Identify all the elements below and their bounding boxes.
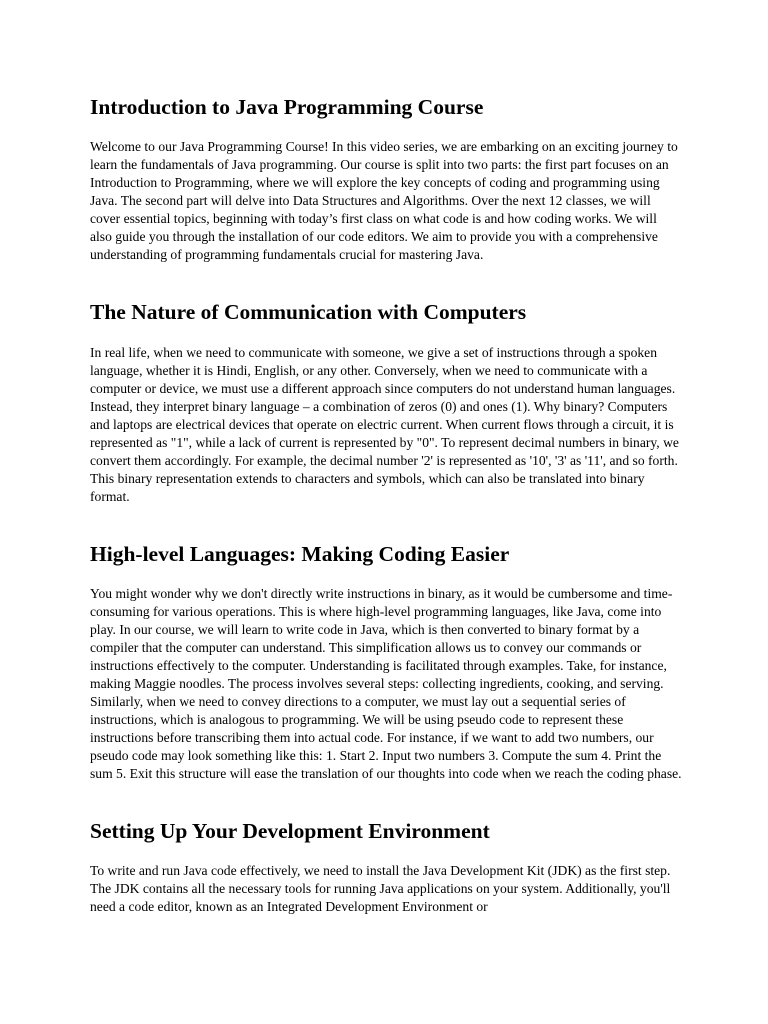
section-body-intro: Welcome to our Java Programming Course! In this video series, we are embarking on an exciting journey to learn the fundamentals of Java programming. Our course is split into two parts: the first part focuses on an Introduction to Programming, where we will explore the key concepts of coding and programming using Java. The second part will delve into Data Structures and Algorithms. Over the next 12 classes, we will cover essential topics, beginning with today’s first class on what code is and how coding works. We will also guide you through the installation of our code editors. We aim to provide you with a comprehensive understanding of programming fundamentals crucial for mastering Java. [90, 139, 678, 262]
section-body-communication: In real life, when we need to communicate with someone, we give a set of instructions through a spoken language, whether it is Hindi, English, or any other. Conversely, when we need to communicate with a computer or device, we must use a different approach since computers do not understand human languages. Instead, they interpret binary language – a combination of zeros (0) and ones (1). Why binary? Computers and laptops are electrical devices that operate on electric current. When current flows through a circuit, it is represented as "1", while a lack of current is represented by "0". To represent decimal numbers in binary, we convert them accordingly. For example, the decimal number '2' is represented as '10', '3' as '11', and so forth. This binary representation extends to characters and symbols, which can also be translated into binary format. [90, 345, 679, 504]
section-body-high-level-languages: You might wonder why we don't directly write instructions in binary, as it would be cumbersome and time-consuming for various operations. This is where high-level programming languages, like Java, come into play. In our course, we will learn to write code in Java, which is then converted to binary format by a compiler that the computer can understand. This simplification allows us to convey our commands or instructions effectively to the computer. Understanding is facilitated through examples. Take, for instance, making Maggie noodles. The process involves several steps: collecting ingredients, cooking, and serving. Similarly, when we need to convey directions to a computer, we must lay out a sequential series of instructions, which is analogous to programming. We will be using pseudo code to represent these instructions before transcribing them into actual code. For instance, if we want to add two numbers, our pseudo code may look something like this: 1. Start 2. Input two numbers 3. Compute the sum 4. Print the sum 5. Exit this structure will ease the translation of our thoughts into code when we reach the coding phase. [90, 586, 682, 781]
section-heading-intro: Introduction to Java Programming Course [90, 95, 484, 119]
section-heading-dev-environment: Setting Up Your Development Environment [90, 819, 490, 843]
section-heading-communication: The Nature of Communication with Computers [90, 300, 527, 324]
section-heading-high-level-languages: High-level Languages: Making Coding Easier [90, 542, 510, 566]
section-body-dev-environment: To write and run Java code effectively, we need to install the Java Development Kit (JDK) as the first step. The JDK contains all the necessary tools for running Java applications on your system. Additionally, you'll need a code editor, known as an Integrated Development Environment or [90, 863, 671, 914]
